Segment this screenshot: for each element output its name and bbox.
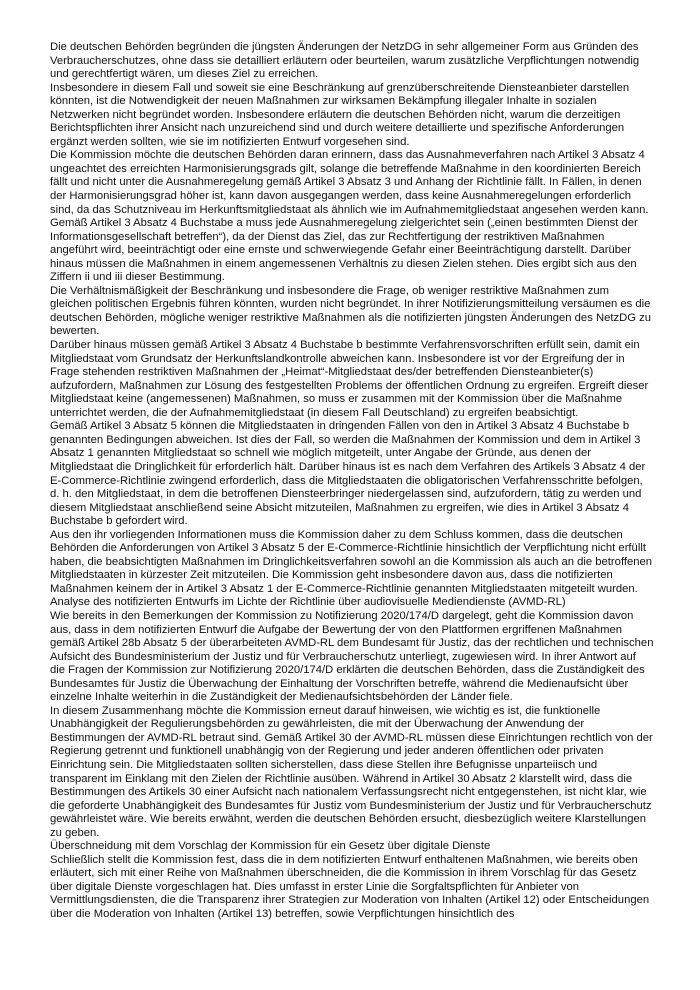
section-heading-avmd: Analyse des notifizierten Entwurfs im Lichte der Richtlinie über audiovisuelle Mediendienste (AVMD-RL) <box>50 596 566 609</box>
paragraph-7: Gemäß Artikel 3 Absatz 5 können die Mitgliedstaaten in dringenden Fällen von den in Artikel 3 Absatz 4 Buchstabe b genannten Bedingungen abweichen. Ist dies der Fall, so werden die Maßnahmen der Kommission und dem in Artikel 3 Absatz 1 genannten Mitgliedstaat so schnell wie möglich mitgeteilt, unter Angabe der Gründe, aus denen der Mitgliedstaat die Dringlichkeit für erforderlich hält. Darüber hinaus ist es nach dem Verfahren des Artikels 3 Absatz 4 der E-Commerce-Richtlinie zwingend erforderlich, dass die Mitgliedstaaten die obligatorischen Verfahrensschritte befolgen, d. h. den Mitgliedstaat, in dem die betroffenen Diensteerbringer niedergelassen sind, aufzufordern, tätig zu werden und diesem Mitgliedstaat anschließend seine Absicht mitzuteilen, Maßnahmen zu ergreifen, wie dies in Artikel 3 Absatz 4 Buchstabe b gefordert wird. <box>50 420 646 528</box>
paragraph-6: Darüber hinaus müssen gemäß Artikel 3 Absatz 4 Buchstabe b bestimmte Verfahrensvorschriften erfüllt sein, damit ein Mitgliedstaat vom Grundsatz der Herkunftslandkontrolle abweichen kann. Insbesondere ist vor der Ergreifung der in Frage stehenden restriktiven Maßnahmen der „Heimat“-Mitgliedstaat des/der betreffenden Diensteanbieter(s) aufzufordern, Maßnahmen zur Lösung des festgestellten Problems der öffentlichen Ordnung zu ergreifen. Ergreift dieser Mitgliedstaat keine (angemessenen) Maßnahmen, so muss er zusammen mit der Kommission über die Maßnahme unterrichtet werden, die der Aufnahmemitgliedstaat (in diesem Fall Deutschland) zu ergreifen beabsichtigt. <box>50 339 649 419</box>
paragraph-3: Die Kommission möchte die deutschen Behörden daran erinnern, dass das Ausnahmeverfahren nach Artikel 3 Absatz 4 ungeachtet des erreichten Harmonisierungsgrads gilt, solange die betreffende Maßnahme in den koordinierten Bereich fällt und nicht unter die Ausnahmeregelung gemäß Artikel 3 Absatz 3 und Anhang der Richtlinie fällt. In Fällen, in denen der Harmonisierungsgrad höher ist, kann davon ausgegangen werden, dass keine Ausnahmeregelungen erforderlich sind, da das Schutzniveau im Herkunftsmitgliedstaat als ähnlich wie im Aufnahmemitgliedstaat angesehen werden kann. <box>50 149 649 216</box>
document-page <box>50 41 654 922</box>
paragraph-11: Schließlich stellt die Kommission fest, dass die in dem notifizierten Entwurf enthaltenen Maßnahmen, wie bereits oben erläutert, sich mit einer Reihe von Maßnahmen überschneiden, die die Kommission in ihrem Vorschlag für das Gesetz über digitale Dienste vorgeschlagen hat. Dies umfasst in erster Linie die Sorgfaltspflichten für Anbieter von Vermittlungsdiensten, die die Transparenz ihrer Strategien zur Moderation von Inhalten (Artikel 12) oder Entscheidungen über die Moderation von Inhalten (Artikel 13) betreffen, sowie Verpflichtungen hinsichtlich des <box>50 853 650 920</box>
section-heading-dsa: Überschneidung mit dem Vorschlag der Kommission für ein Gesetz über digitale Dienste <box>50 840 491 853</box>
paragraph-2: Insbesondere in diesem Fall und soweit sie eine Beschränkung auf grenzüberschreitende Diensteanbieter darstellen könnten, ist die Notwendigkeit der neuen Maßnahmen zur wirksamen Bekämpfung illegaler Inhalte in sozialen Netzwerken nicht begründet worden. Insbesondere erläutern die deutschen Behörden nicht, warum die derzeitigen Berichtspflichten ihrer Ansicht nach unzureichend sind und durch weitere detaillierte und spezifische Anforderungen ergänzt werden sollten, wie sie im notifizierten Entwurf vorgesehen sind. <box>50 81 630 148</box>
paragraph-4: Gemäß Artikel 3 Absatz 4 Buchstabe a muss jede Ausnahmeregelung zielgerichtet sein („einen bestimmten Dienst der Informationsgesellschaft betreffen“), da der Dienst das Ziel, das zur Rechtfertigung der restriktiven Maßnahmen angeführt wird, beeinträchtigt oder eine ernste und schwerwiegende Gefahr einer Beeinträchtigung darstellt. Darüber hinaus müssen die Maßnahmen in einem angemessenen Verhältnis zu diesen Zielen stehen. Dies ergibt sich aus den Ziffern ii und iii dieser Bestimmung. <box>50 217 638 284</box>
paragraph-5: Die Verhältnismäßigkeit der Beschränkung und insbesondere die Frage, ob weniger restriktive Maßnahmen zum gleichen politischen Ergebnis führen könnten, wurden nicht begründet. In ihrer Notifizierungsmitteilung versäumen es die deutschen Behörden, mögliche weniger restriktive Maßnahmen als die notifizierten jüngsten Änderungen des NetzDG zu bewerten. <box>50 284 651 338</box>
paragraph-8: Aus den ihr vorliegenden Informationen muss die Kommission daher zu dem Schluss kommen, dass die deutschen Behörden die Anforderungen von Artikel 3 Absatz 5 der E-Commerce-Richtlinie hinsichtlich der Verpflichtung nicht erfüllt haben, die beabsichtigten Maßnahmen im Dringlichkeitsverfahren sowohl an die Kommission als auch an die betroffenen Mitgliedstaaten in kürzester Zeit mitzuteilen. Die Kommission geht insbesondere davon aus, dass die notifizierten Maßnahmen keinem der in Artikel 3 Absatz 1 der E-Commerce-Richtlinie genannten Mitgliedstaaten mitgeteilt wurden. <box>50 528 653 595</box>
paragraph-10: In diesem Zusammenhang möchte die Kommission erneut darauf hinweisen, wie wichtig es ist, die funktionelle Unabhängigkeit der Regulierungsbehörden zu gewährleisten, die mit der Überwachung der Anwendung der Bestimmungen der AVMD-RL betraut sind. Gemäß Artikel 30 der AVMD-RL müssen diese Einrichtungen rechtlich von der Regierung getrennt und funktionell unabhängig von der Regierung und jeder anderen öffentlichen oder privaten Einrichtung sein. Die Mitgliedstaaten sollten sicherstellen, dass diese Stellen ihre Befugnisse unparteiisch und transparent im Einklang mit den Zielen der Richtlinie ausüben. Während in Artikel 30 Absatz 2 klarstellt wird, dass die Bestimmungen des Artikels 30 einer Aufsicht nach nationalem Verfassungsrecht nicht entgegenstehen, ist nicht klar, wie die geforderte Unabhängigkeit des Bundesamtes für Justiz vom Bundesministerium der Justiz und für Verbraucherschutz gewährleistet wäre. Wie bereits erwähnt, werden die deutschen Behörden ersucht, diesbezüglich weitere Klarstellungen zu geben. <box>50 704 653 839</box>
paragraph-1: Die deutschen Behörden begründen die jüngsten Änderungen der NetzDG in sehr allgemeiner Form aus Gründen des Verbraucherschutzes, ohne dass sie detailliert erläutern oder beurteilen, warum zusätzliche Verpflichtungen notwendig und gerechtfertigt wären, um dieses Ziel zu erreichen. <box>50 41 640 81</box>
paragraph-9: Wie bereits in den Bemerkungen der Kommission zu Notifizierung 2020/174/D dargelegt, geht die Kommission davon aus, dass in dem notifizierten Entwurf die Aufgabe der Bewertung der von den Plattformen ergriffenen Maßnahmen gemäß Artikel 28b Absatz 5 der überarbeiteten AVMD-RL dem Bundesamt für Justiz, das der rechtlichen und technischen Aufsicht des Bundesministerium der Justiz und für Verbraucherschutz unterliegt, zugewiesen wird. In ihrer Antwort auf die Fragen der Kommission zur Notifizierung 2020/174/D erklärten die deutschen Behörden, dass die Zuständigkeit des Bundesamtes für Justiz die Überwachung der Einhaltung der Vorschriften betreffe, während die Medienaufsicht über einzelne Inhalte weiterhin in die Zuständigkeit der Medienaufsichtsbehörden der Länder fiele. <box>50 609 654 704</box>
